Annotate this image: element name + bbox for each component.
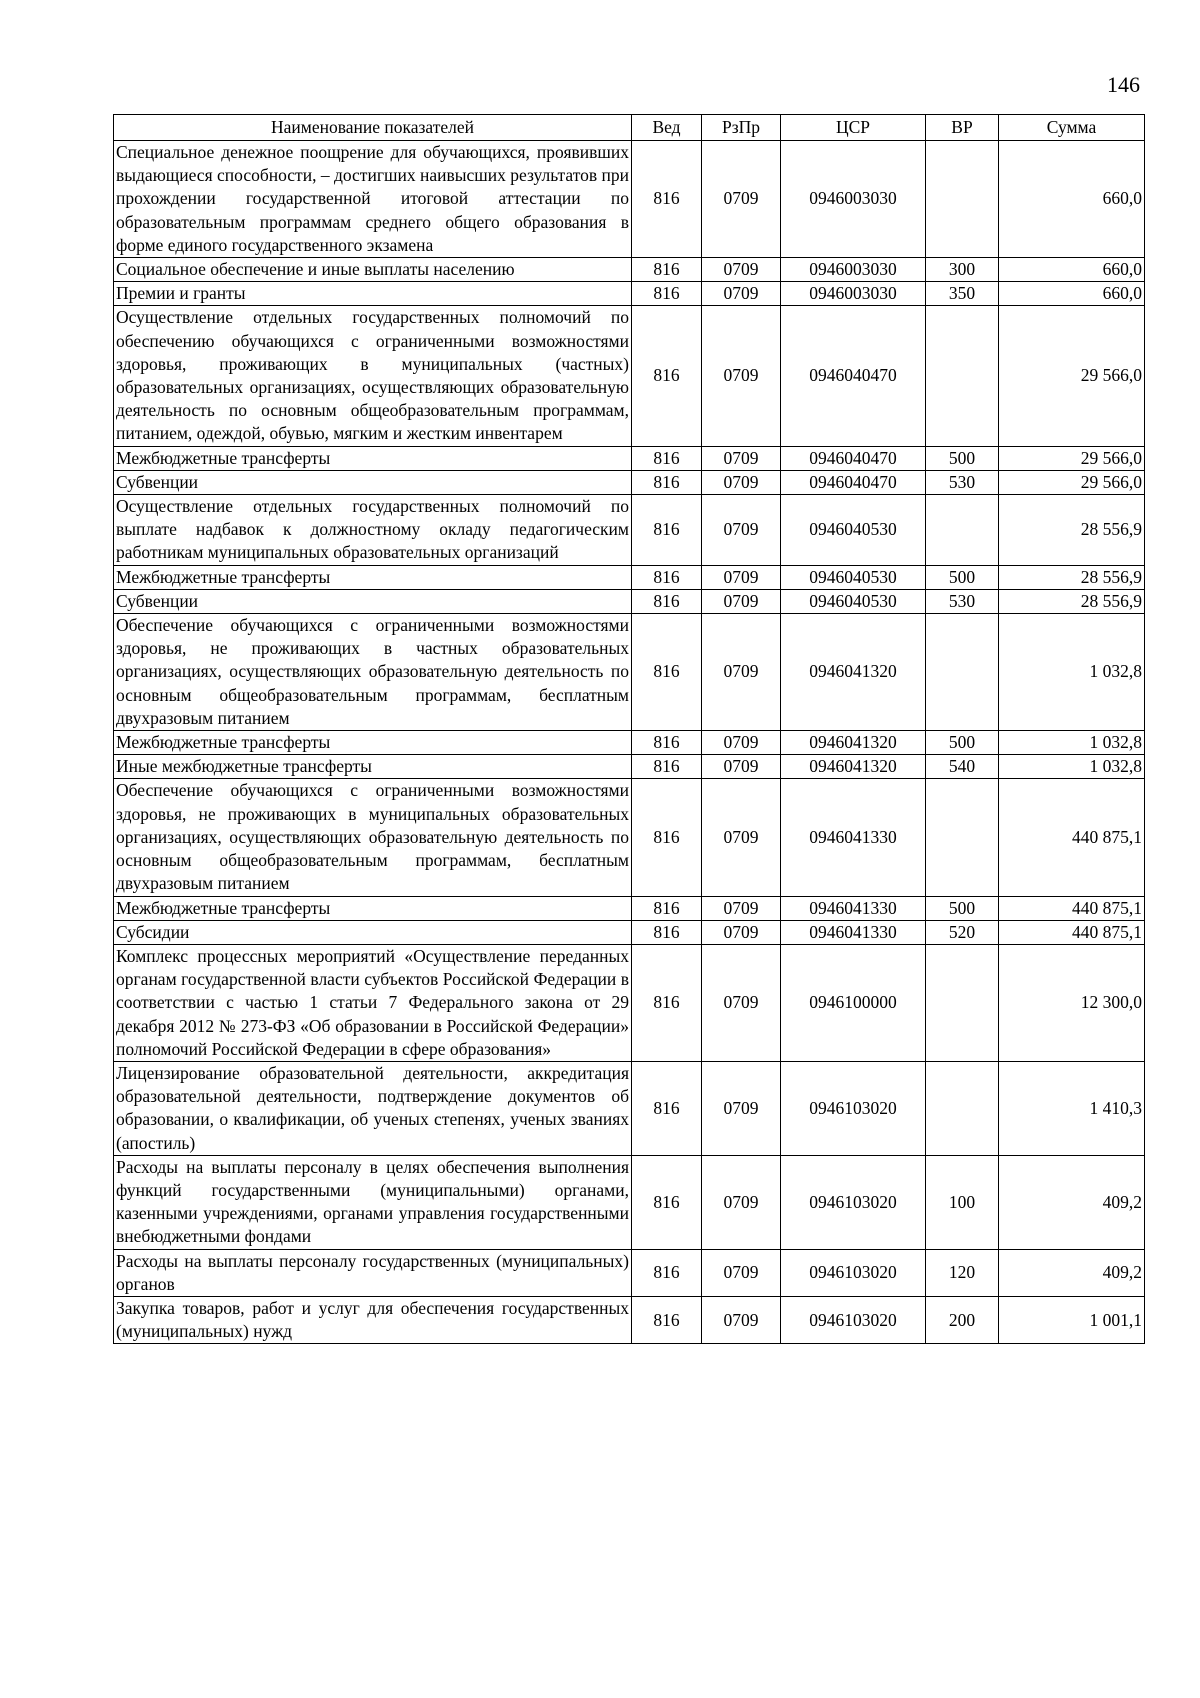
cell-rzpr: 0709 [702,446,781,470]
cell-csr: 0946003030 [781,258,926,282]
cell-ved: 816 [632,141,702,258]
cell-vr: 530 [926,470,999,494]
cell-ved: 816 [632,1249,702,1296]
cell-ved: 816 [632,306,702,446]
cell-ved: 816 [632,565,702,589]
table-row [114,755,1145,779]
cell-ved: 816 [632,589,702,613]
cell-name: Специальное денежное поощрение для обучающихся, проявивших выдающиеся способности, – достигших наивысших результатов при прохождении государственной итоговой аттестации по образовательным программам среднего общего образования в форме единого государственного экзамена [114,141,632,258]
cell-vr [926,306,999,446]
budget-table [113,114,1145,1344]
cell-vr: 120 [926,1249,999,1296]
cell-sum: 1 410,3 [999,1061,1145,1155]
table-row [114,1155,1145,1249]
cell-name: Межбюджетные трансферты [114,731,632,755]
cell-ved: 816 [632,755,702,779]
cell-ved: 816 [632,1061,702,1155]
cell-csr: 0946103020 [781,1155,926,1249]
cell-vr [926,779,999,896]
cell-vr: 500 [926,565,999,589]
cell-vr: 500 [926,446,999,470]
cell-name: Закупка товаров, работ и услуг для обеспечения государственных (муниципальных) нужд [114,1296,632,1343]
cell-name: Субвенции [114,589,632,613]
cell-rzpr: 0709 [702,306,781,446]
cell-rzpr: 0709 [702,1249,781,1296]
cell-vr [926,614,999,731]
cell-rzpr: 0709 [702,1296,781,1343]
table-row [114,944,1145,1061]
cell-ved: 816 [632,779,702,896]
cell-name: Обеспечение обучающихся с ограниченными возможностями здоровья, не проживающих в частных образовательных организациях, осуществляющих образовательную деятельность по основным общеобразовательным программам, бесплатным двухразовым питанием [114,614,632,731]
cell-name: Осуществление отдельных государственных полномочий по выплате надбавок к должностному окладу педагогическим работникам муниципальных образовательных организаций [114,495,632,566]
header-ved: Вед [632,115,702,141]
cell-vr: 520 [926,920,999,944]
cell-rzpr: 0709 [702,731,781,755]
cell-ved: 816 [632,470,702,494]
cell-rzpr: 0709 [702,495,781,566]
header-rzpr: РзПр [702,115,781,141]
cell-vr [926,495,999,566]
cell-csr: 0946041320 [781,731,926,755]
table-row [114,779,1145,896]
table-row [114,141,1145,258]
cell-sum: 440 875,1 [999,779,1145,896]
cell-rzpr: 0709 [702,282,781,306]
cell-vr: 300 [926,258,999,282]
cell-name: Субвенции [114,470,632,494]
table-row [114,614,1145,731]
cell-vr: 530 [926,589,999,613]
cell-name: Лицензирование образовательной деятельности, аккредитация образовательной деятельности, подтверждение документов об образовании, о квалификации, об ученых степенях, ученых званиях (апостиль) [114,1061,632,1155]
cell-name: Осуществление отдельных государственных полномочий по обеспечению обучающихся с ограниченными возможностями здоровья, проживающих в муниципальных (частных) образовательных организациях, осуществляющих образовательную деятельность по основным общеобразовательным программам, питанием, одеждой, обувью, мягким и жестким инвентарем [114,306,632,446]
header-vr: ВР [926,115,999,141]
cell-sum: 12 300,0 [999,944,1145,1061]
cell-name: Социальное обеспечение и иные выплаты населению [114,258,632,282]
cell-ved: 816 [632,920,702,944]
cell-csr: 0946103020 [781,1249,926,1296]
cell-rzpr: 0709 [702,1061,781,1155]
cell-sum: 660,0 [999,141,1145,258]
cell-rzpr: 0709 [702,565,781,589]
table-row [114,731,1145,755]
header-sum: Сумма [999,115,1145,141]
cell-ved: 816 [632,282,702,306]
cell-name: Обеспечение обучающихся с ограниченными возможностями здоровья, не проживающих в муниципальных образовательных организациях, осуществляющих образовательную деятельность по основным общеобразовательным программам, бесплатным двухразовым питанием [114,779,632,896]
table-row [114,589,1145,613]
table-row [114,495,1145,566]
table-row [114,258,1145,282]
cell-csr: 0946040470 [781,470,926,494]
cell-vr: 200 [926,1296,999,1343]
cell-csr: 0946040470 [781,446,926,470]
cell-sum: 409,2 [999,1249,1145,1296]
cell-name: Иные межбюджетные трансферты [114,755,632,779]
cell-csr: 0946003030 [781,141,926,258]
cell-ved: 816 [632,896,702,920]
cell-ved: 816 [632,944,702,1061]
cell-rzpr: 0709 [702,258,781,282]
cell-name: Расходы на выплаты персоналу в целях обеспечения выполнения функций государственными (муниципальными) органами, казенными учреждениями, органами управления государственными внебюджетными фондами [114,1155,632,1249]
cell-name: Межбюджетные трансферты [114,565,632,589]
cell-sum: 1 001,1 [999,1296,1145,1343]
cell-csr: 0946103020 [781,1296,926,1343]
table-row [114,896,1145,920]
page-number: 146 [1107,72,1140,97]
header-csr: ЦСР [781,115,926,141]
cell-ved: 816 [632,1155,702,1249]
table-row [114,446,1145,470]
cell-rzpr: 0709 [702,944,781,1061]
header-name: Наименование показателей [114,115,632,141]
cell-vr: 540 [926,755,999,779]
cell-rzpr: 0709 [702,779,781,896]
cell-csr: 0946040530 [781,565,926,589]
cell-rzpr: 0709 [702,589,781,613]
cell-csr: 0946041330 [781,896,926,920]
cell-name: Субсидии [114,920,632,944]
table-row [114,920,1145,944]
cell-rzpr: 0709 [702,470,781,494]
table-header-row [114,115,1145,141]
cell-sum: 28 556,9 [999,565,1145,589]
table-row [114,1296,1145,1343]
cell-csr: 0946041330 [781,920,926,944]
cell-sum: 660,0 [999,258,1145,282]
cell-ved: 816 [632,258,702,282]
table-row [114,306,1145,446]
cell-ved: 816 [632,446,702,470]
cell-vr: 500 [926,731,999,755]
table-row [114,470,1145,494]
cell-csr: 0946040530 [781,495,926,566]
cell-sum: 440 875,1 [999,896,1145,920]
cell-sum: 660,0 [999,282,1145,306]
cell-vr [926,1061,999,1155]
cell-rzpr: 0709 [702,896,781,920]
cell-sum: 1 032,8 [999,731,1145,755]
cell-sum: 29 566,0 [999,470,1145,494]
cell-sum: 29 566,0 [999,446,1145,470]
cell-csr: 0946100000 [781,944,926,1061]
cell-vr [926,141,999,258]
cell-ved: 816 [632,614,702,731]
table-row [114,1061,1145,1155]
cell-sum: 29 566,0 [999,306,1145,446]
cell-csr: 0946041330 [781,779,926,896]
cell-vr: 100 [926,1155,999,1249]
cell-sum: 1 032,8 [999,614,1145,731]
cell-sum: 28 556,9 [999,589,1145,613]
cell-name: Расходы на выплаты персоналу государственных (муниципальных) органов [114,1249,632,1296]
table-row [114,565,1145,589]
cell-sum: 1 032,8 [999,755,1145,779]
cell-vr: 350 [926,282,999,306]
cell-csr: 0946103020 [781,1061,926,1155]
cell-name: Межбюджетные трансферты [114,446,632,470]
cell-csr: 0946041320 [781,614,926,731]
cell-name: Межбюджетные трансферты [114,896,632,920]
cell-rzpr: 0709 [702,1155,781,1249]
cell-sum: 28 556,9 [999,495,1145,566]
cell-name: Комплекс процессных мероприятий «Осуществление переданных органам государственной власти субъектов Российской Федерации в соответствии с частью 1 статьи 7 Федерального закона от 29 декабря 2012 № 273-ФЗ «Об образовании в Российской Федерации» полномочий Российской Федерации в сфере образования» [114,944,632,1061]
cell-rzpr: 0709 [702,614,781,731]
cell-csr: 0946040530 [781,589,926,613]
cell-csr: 0946003030 [781,282,926,306]
cell-rzpr: 0709 [702,141,781,258]
cell-ved: 816 [632,731,702,755]
cell-name: Премии и гранты [114,282,632,306]
cell-rzpr: 0709 [702,920,781,944]
table-row [114,1249,1145,1296]
table-body [114,141,1145,1344]
cell-ved: 816 [632,1296,702,1343]
cell-ved: 816 [632,495,702,566]
cell-csr: 0946041320 [781,755,926,779]
cell-vr [926,944,999,1061]
table-row [114,282,1145,306]
cell-csr: 0946040470 [781,306,926,446]
cell-rzpr: 0709 [702,755,781,779]
cell-sum: 440 875,1 [999,920,1145,944]
cell-sum: 409,2 [999,1155,1145,1249]
cell-vr: 500 [926,896,999,920]
